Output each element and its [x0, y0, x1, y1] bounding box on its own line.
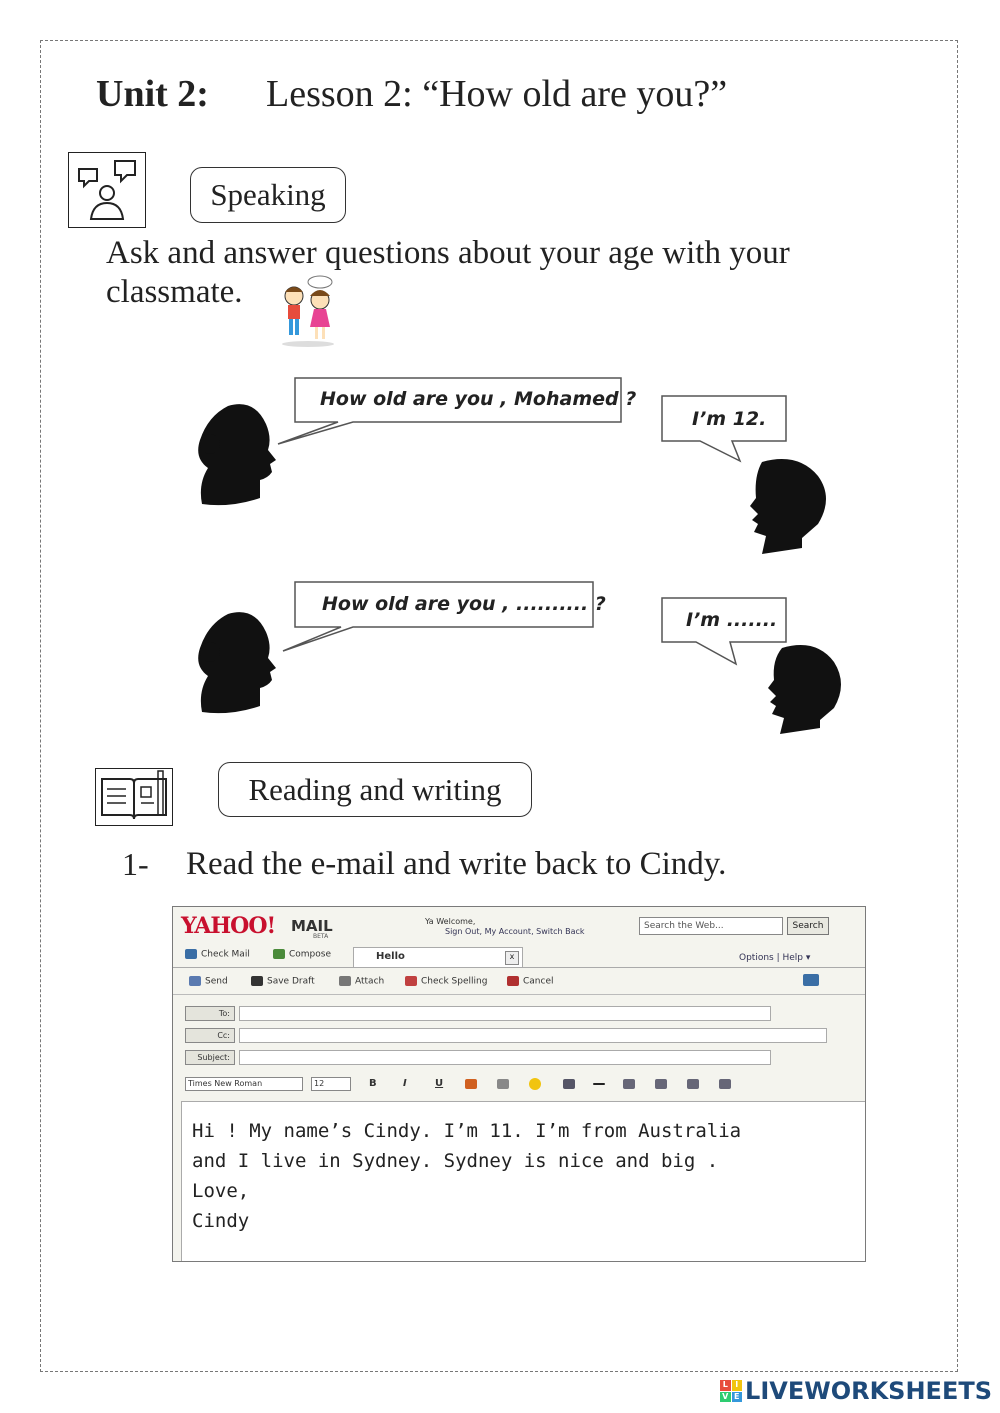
align-icon[interactable]	[623, 1079, 635, 1089]
subject-field[interactable]	[239, 1050, 771, 1065]
outdent-icon[interactable]	[687, 1079, 699, 1089]
liveworksheets-logo	[720, 1377, 992, 1405]
answer-bubble	[662, 598, 786, 664]
answer-bubble	[662, 396, 786, 461]
spellcheck-icon	[405, 976, 417, 986]
boy-silhouette-icon	[768, 645, 841, 734]
subject-label: Subject:	[185, 1050, 235, 1065]
speaking-instruction: Ask and answer questions about your age with your classmate.	[106, 235, 790, 310]
email-body[interactable]: Hi ! My name’s Cindy. I’m 11. I’m from Australia and I live in Sydney. Sydney is nice and big . Love, Cindy	[181, 1101, 866, 1262]
girl-silhouette-icon	[198, 404, 276, 505]
paperclip-icon	[339, 976, 351, 986]
font-size-select[interactable]: 12	[311, 1077, 351, 1091]
close-tab-icon[interactable]: x	[505, 951, 519, 965]
check-mail-icon	[185, 949, 197, 959]
question-text: How old are you , Mohamed ?	[320, 388, 637, 410]
search-input[interactable]: Search the Web...	[639, 917, 783, 935]
bold-button[interactable]: B	[369, 1078, 377, 1089]
speaking-label: Speaking	[190, 167, 346, 223]
indent-icon[interactable]	[719, 1079, 731, 1089]
cancel-icon	[507, 976, 519, 986]
compose-icon	[273, 949, 285, 959]
unit-heading: Unit 2:	[96, 73, 209, 115]
italic-button[interactable]: I	[403, 1078, 407, 1089]
format-toolbar	[173, 1073, 866, 1095]
search-button[interactable]: Search	[787, 917, 829, 935]
lesson-title: Lesson 2: “How old are you?”	[266, 73, 728, 115]
step-number: 1-	[122, 846, 149, 882]
send-button[interactable]: Send	[189, 976, 228, 987]
boy-silhouette-icon	[750, 459, 826, 554]
popout-icon[interactable]	[803, 974, 823, 986]
attach-button[interactable]: Attach	[339, 976, 384, 987]
answer-text: I’m .......	[686, 609, 778, 631]
font-select[interactable]: Times New Roman	[185, 1077, 303, 1091]
welcome-text: Ya Welcome,	[425, 917, 476, 926]
dialogue-1	[170, 370, 850, 560]
cc-field[interactable]	[239, 1028, 827, 1043]
tab-compose[interactable]: Compose	[273, 949, 331, 960]
cancel-button[interactable]: Cancel	[507, 976, 554, 987]
mail-tabs	[173, 945, 866, 968]
text-color-icon[interactable]	[465, 1079, 477, 1089]
compose-toolbar	[173, 968, 866, 995]
save-draft-button[interactable]: Save Draft	[251, 976, 315, 987]
cc-label[interactable]: Cc:	[185, 1028, 235, 1043]
horizontal-rule-icon[interactable]	[593, 1083, 605, 1085]
step-instruction: Read the e-mail and write back to Cindy.	[186, 846, 727, 882]
open-book-icon	[95, 768, 173, 826]
send-icon	[189, 976, 201, 986]
highlight-icon[interactable]	[497, 1079, 509, 1089]
beta-label: BETA	[313, 933, 329, 940]
answer-text: I’m 12.	[692, 408, 767, 430]
question-text: How old are you , .......... ?	[322, 593, 606, 615]
emoticon-icon[interactable]	[529, 1078, 541, 1090]
account-links[interactable]: Sign Out, My Account, Switch Back	[445, 927, 585, 936]
yahoo-logo: YAHOO!	[181, 913, 276, 939]
question-bubble	[283, 582, 606, 651]
options-help-link[interactable]: Options | Help ▾	[739, 953, 811, 963]
email-screenshot	[172, 906, 866, 1262]
question-bubble	[278, 378, 636, 444]
underline-button[interactable]: U	[435, 1078, 444, 1089]
tab-hello[interactable]: Hello	[353, 947, 523, 967]
dialogue-2	[170, 578, 850, 748]
to-label[interactable]: To:	[185, 1006, 235, 1021]
bullet-list-icon[interactable]	[655, 1079, 667, 1089]
liveworksheets-mark-icon: L I V E	[720, 1380, 742, 1402]
check-spelling-button[interactable]: Check Spelling	[405, 976, 487, 987]
tab-check-mail[interactable]: Check Mail	[185, 949, 250, 960]
speaking-person-icon	[68, 152, 146, 228]
mail-label: MAIL	[291, 917, 333, 935]
reading-writing-label: Reading and writing	[218, 762, 532, 817]
save-icon	[251, 976, 263, 986]
to-field[interactable]	[239, 1006, 771, 1021]
kids-talking-illustration	[272, 274, 348, 350]
liveworksheets-text: LIVEWORKSHEETS	[745, 1377, 992, 1405]
insert-image-icon[interactable]	[563, 1079, 575, 1089]
girl-silhouette-icon	[198, 612, 276, 713]
